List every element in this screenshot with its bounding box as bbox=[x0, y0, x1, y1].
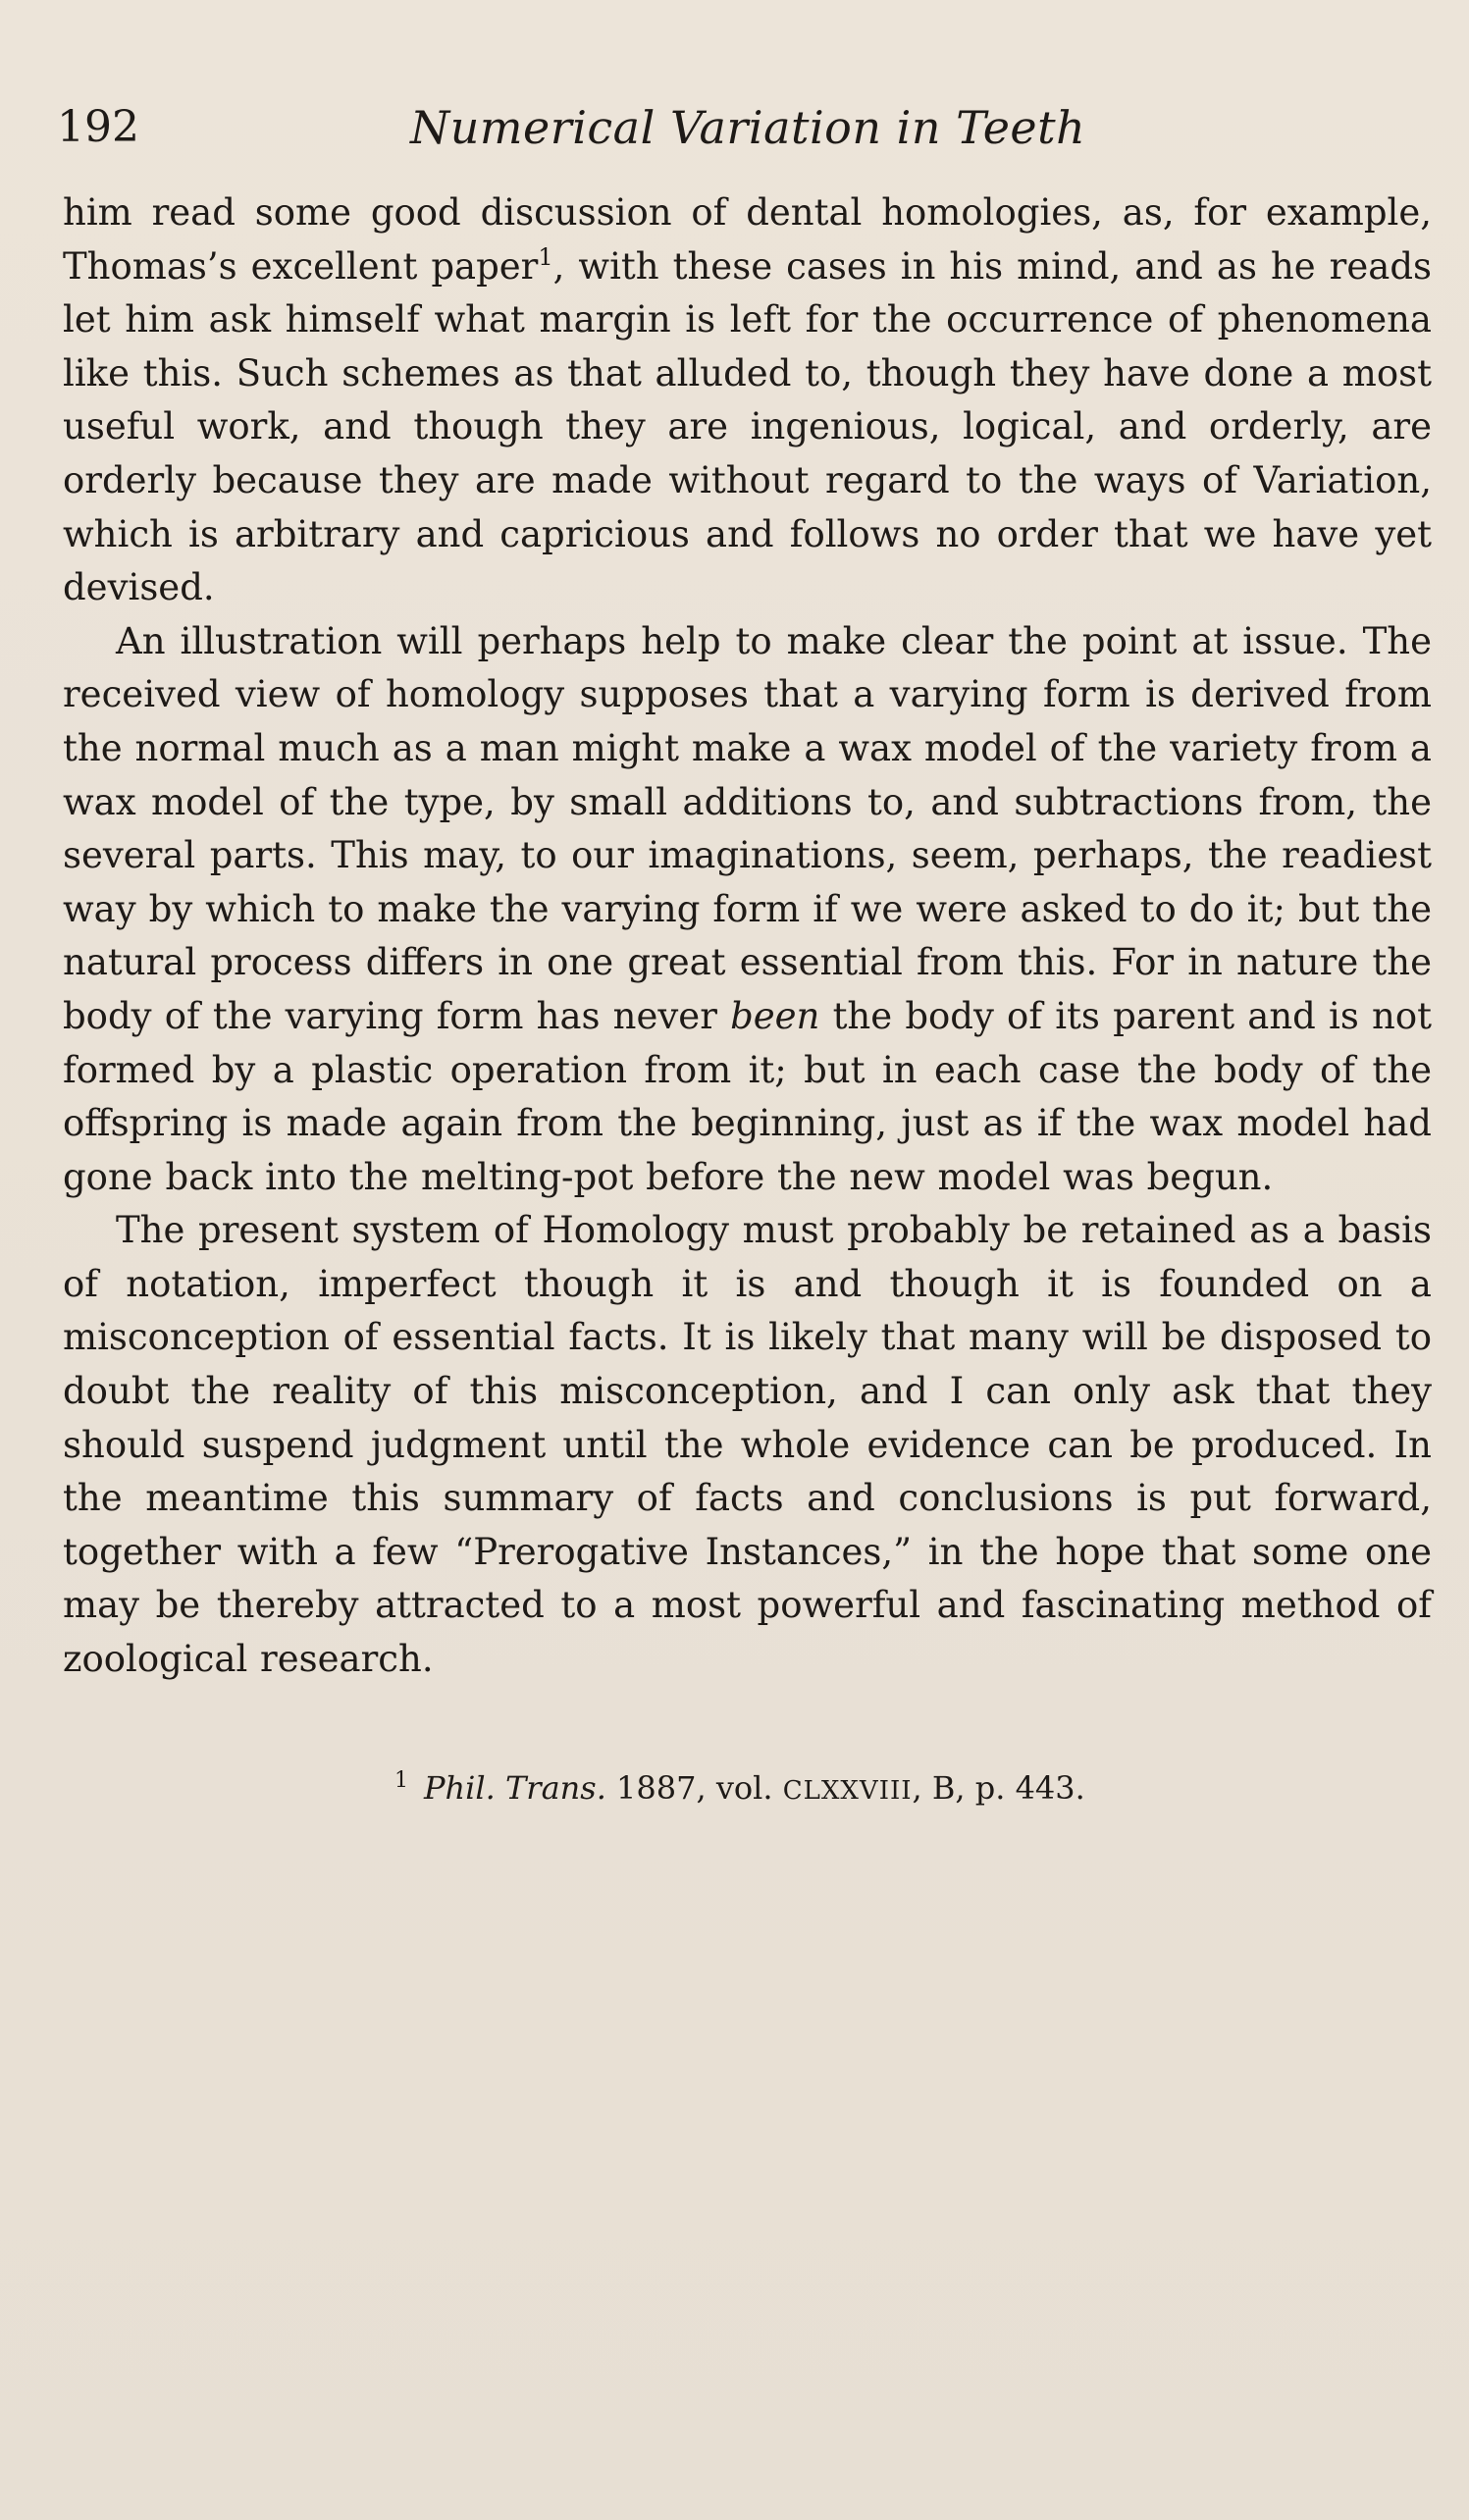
emphasis-been: been bbox=[730, 994, 820, 1037]
paragraph-1 bbox=[63, 186, 1432, 615]
paragraph-1-text-cont: , with these cases in his mind, and as he reads let him ask himself what margin is left for the occurrence of phenomena like this. Such schemes as that alluded to, though they have done a most useful work, and though they are ingenious, logical, and orderly, are orderly because they are made without regard to the ways of Variation, which is arbitrary and capricious and follows no order that we have yet devised. bbox=[63, 244, 1432, 609]
footnote-text-end: , B, p. 443. bbox=[912, 1769, 1085, 1807]
paragraph-3: The present system of Homology must probably be retained as a basis of notation, imperfect though it is and though it is founded on a misconception of essential facts. It is likely that many will be disposed to doubt the reality of this misconception, and I can only ask that they should suspend judgment until the whole evidence can be produced. In the meantime this summary of facts and conclusions is put forward, together with a few “Prerogative Instances,” in the hope that some one may be thereby attracted to a most powerful and fascinating method of zoological research. bbox=[63, 1209, 1432, 1681]
footnote-journal: Phil. Trans. bbox=[424, 1769, 606, 1807]
running-head bbox=[57, 98, 1411, 167]
paragraph-2 bbox=[63, 615, 1432, 1205]
body-text bbox=[63, 186, 1432, 1687]
paragraph-1-text: him read some good discussion of dental homologies, as, for example, Thomas’s excellent paper bbox=[63, 191, 1432, 288]
footnote-volume: CLXXVIII bbox=[782, 1776, 913, 1806]
footnote-marker: 1 bbox=[394, 1768, 408, 1793]
footnote bbox=[394, 1766, 1085, 1812]
paragraph-2-text-cont: the body of its parent and is not formed by a plastic operation from it; but in each case the body of the offspring is made again from the beginning, just as if the wax model had gone back into the melting-pot before the new model was begun. bbox=[63, 994, 1432, 1198]
footnote-text: 1887, vol. bbox=[605, 1769, 783, 1807]
footnote-reference: 1 bbox=[538, 242, 553, 271]
running-title: Numerical Variation in Teeth bbox=[410, 101, 1086, 154]
paragraph-2-text: An illustration will perhaps help to make clear the point at issue. The received view of homology supposes that a varying form is derived from the normal much as a man might make a wax model of the variety from a wax model of the type, by small additions to, and subtractions from, the several parts. This may, to our imaginations, seem, perhaps, the readiest way by which to make the varying form if we were asked to do it; but the natural process differs in one great essential from this. For in nature the body of the varying form has never bbox=[63, 619, 1432, 1037]
page-number: 192 bbox=[57, 102, 139, 152]
